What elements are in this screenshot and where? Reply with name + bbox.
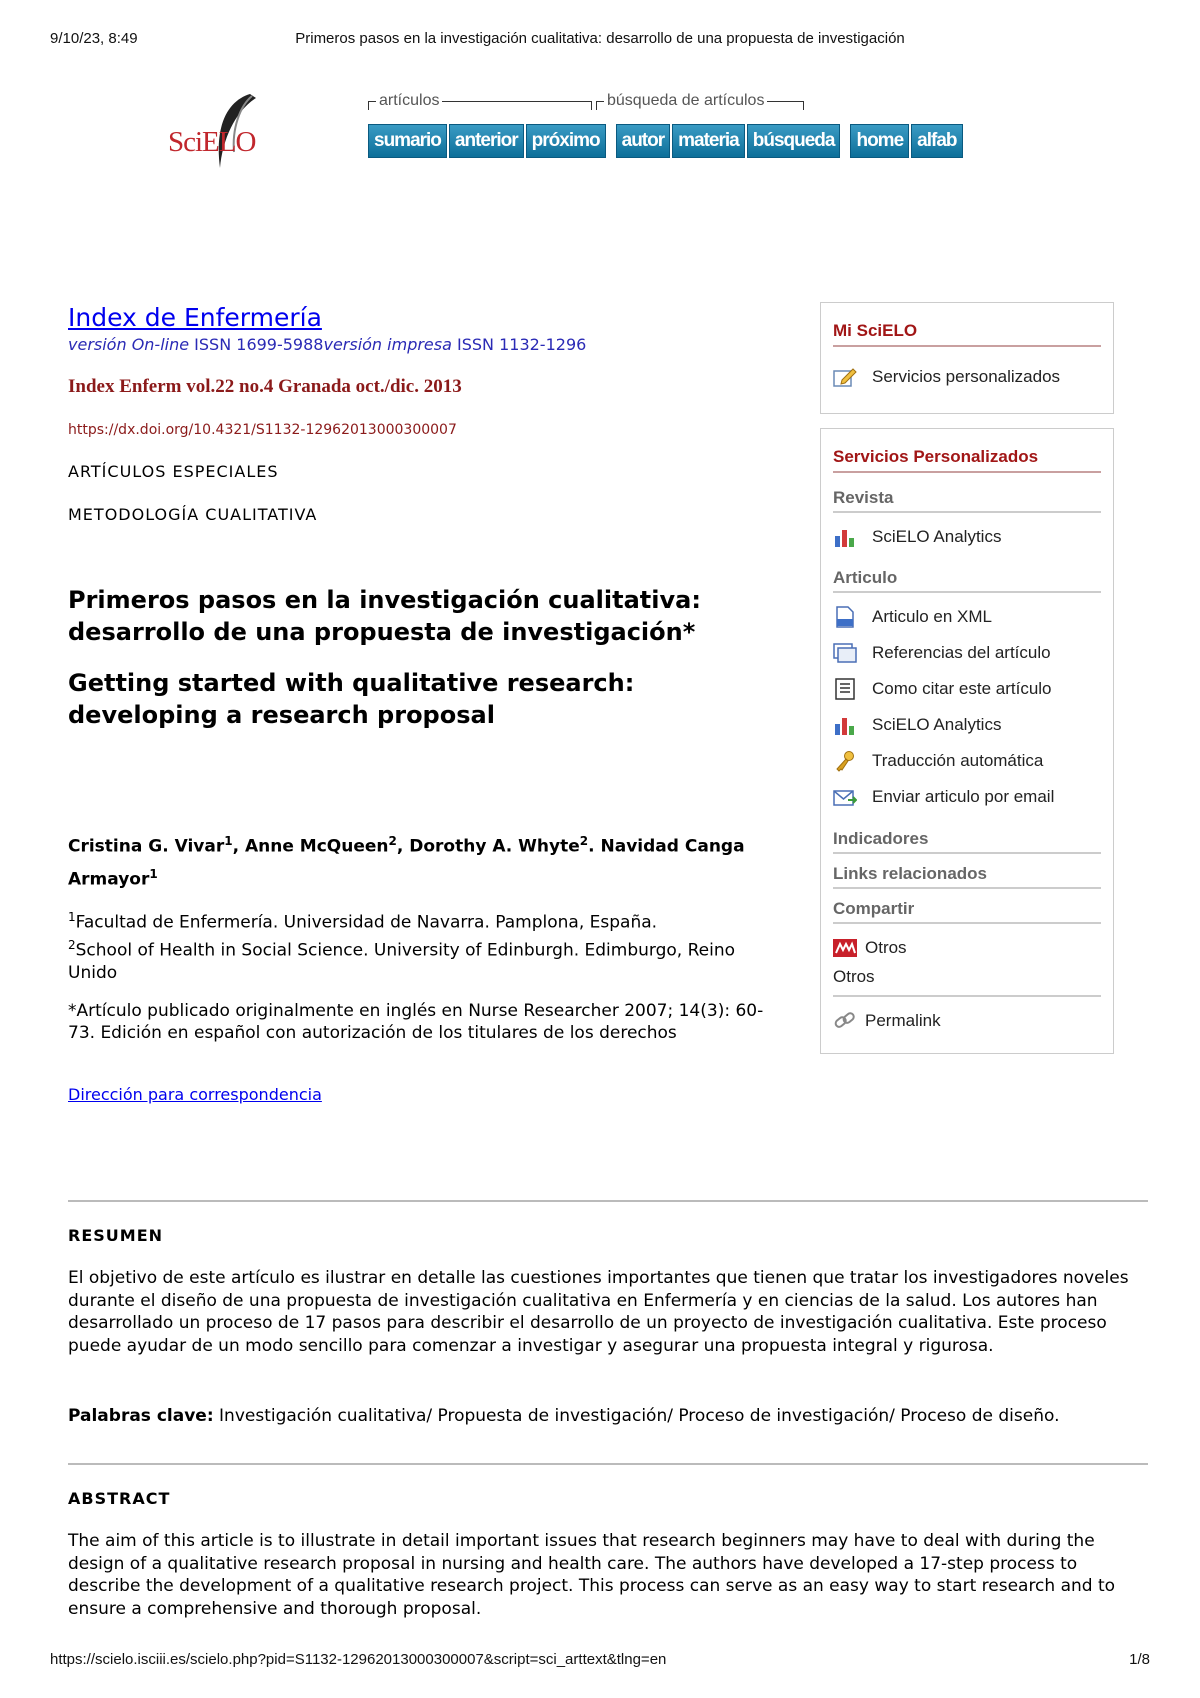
author-name: Cristina G. Vivar (68, 836, 225, 857)
nav-group-articles-label: artículos (376, 92, 442, 110)
enviar-email-link[interactable] (833, 785, 1101, 809)
nav-group-articles (368, 92, 592, 110)
print-page-number: 1/8 (1129, 1651, 1150, 1668)
bar-chart-icon (833, 526, 857, 548)
enviar-email-label: Enviar articulo por email (872, 787, 1055, 806)
compartir-label-text: Compartir (833, 899, 915, 918)
bar-chart-icon (833, 714, 857, 736)
title-en-line2: developing a research proposal (68, 701, 495, 729)
permalink-label: Permalink (865, 1011, 941, 1030)
abstract-heading: ABSTRACT (68, 1489, 171, 1508)
article-title-en (68, 667, 768, 731)
author-separator: , (396, 836, 410, 857)
scielo-logo-text: SciELO (168, 126, 256, 158)
revista-label (833, 488, 1101, 508)
affiliation-mark: 1 (68, 910, 76, 924)
referencias-label: Referencias del artículo (872, 643, 1051, 662)
articulo-analytics-label: SciELO Analytics (872, 715, 1002, 734)
references-icon (833, 642, 857, 664)
nav-busqueda-button[interactable]: búsqueda (747, 124, 841, 158)
email-icon (833, 786, 857, 808)
author-separator: , (232, 836, 245, 857)
traduccion-link[interactable] (833, 749, 1101, 773)
mi-scielo-panel (820, 302, 1114, 414)
author-separator: . (588, 836, 601, 857)
online-issn: ISSN 1699-5988 (194, 335, 324, 354)
servicios-personalizados-label: Servicios personalizados (872, 367, 1061, 386)
sidebar-divider (833, 995, 1101, 997)
title-en-line1: Getting started with qualitative research: (68, 669, 635, 697)
article-title-es (68, 584, 768, 648)
otros-text: Otros (833, 967, 875, 986)
como-citar-label: Como citar este artículo (872, 679, 1052, 698)
online-version-label: versión On-line (68, 335, 190, 354)
section-label: ARTÍCULOS ESPECIALES (68, 462, 279, 481)
articulo-analytics-link[interactable] (833, 713, 1101, 737)
journal-title-link[interactable]: Index de Enfermería (68, 303, 322, 332)
nav-group-search (596, 92, 804, 110)
servicios-heading (833, 447, 1101, 467)
traduccion-label: Traducción automática (872, 751, 1044, 770)
affiliation-mark: 2 (68, 938, 76, 952)
servicios-panel (820, 428, 1114, 1054)
abstract-text: The aim of this article is to illustrate in detail important issues that research beginners may have to deal with during the design of a qualitative research proposal in nursing and health care. The authors have developed a 17-step process to describe the development of a qualitative research project. This process can serve as an easy way to start research and to ensure a comprehensive and thorough proposal. (68, 1531, 1116, 1619)
revista-analytics-label: SciELO Analytics (872, 527, 1002, 546)
como-citar-link[interactable] (833, 677, 1101, 701)
links-relacionados-label[interactable] (833, 864, 1101, 884)
cite-document-icon (833, 678, 857, 700)
nav-group-search-label: búsqueda de artículos (604, 92, 767, 110)
servicios-personalizados-link[interactable] (833, 365, 1101, 389)
citation-line: Index Enferm vol.22 no.4 Granada oct./dic. 2013 (68, 376, 462, 397)
links-relacionados-label-text: Links relacionados (833, 864, 987, 883)
scielo-logo[interactable] (160, 92, 260, 172)
title-es-line2: desarrollo de una propuesta de investigación* (68, 618, 696, 646)
key-icon (833, 750, 857, 772)
nav-home-button[interactable]: home (850, 124, 909, 158)
articulo-label-text: Articulo (833, 568, 898, 587)
divider (68, 1200, 1148, 1202)
indicadores-label-text: Indicadores (833, 829, 929, 848)
print-version-label: versión impresa (323, 335, 452, 354)
indicadores-label[interactable] (833, 829, 1101, 849)
correspondence-link[interactable]: Dirección para correspondencia (68, 1085, 322, 1104)
print-datetime: 9/10/23, 8:49 (50, 30, 138, 47)
author-affiliation-mark: 2 (579, 834, 589, 848)
nav-proximo-button[interactable]: próximo (526, 124, 606, 158)
compartir-label (833, 899, 1101, 919)
print-page-title: Primeros pasos en la investigación cualitativa: desarrollo de una propuesta de investigación (295, 30, 905, 47)
title-es-line1: Primeros pasos en la investigación cualitativa: (68, 586, 701, 614)
xml-document-icon (833, 606, 857, 628)
permalink-link[interactable] (833, 1009, 1101, 1033)
author-list (68, 828, 768, 893)
print-url: https://scielo.isciii.es/scielo.php?pid=S1132-12962013000300007&script=sci_arttext&tlng=en (50, 1651, 667, 1668)
divider (68, 1463, 1148, 1465)
subsection-label: METODOLOGÍA CUALITATIVA (68, 505, 318, 524)
affiliation-text: School of Health in Social Science. University of Edinburgh. Edimburgo, Reino Unido (68, 940, 735, 983)
author-name: Navidad Canga Armayor (68, 836, 745, 890)
affiliation (68, 934, 768, 984)
referencias-link[interactable] (833, 641, 1101, 665)
nav-alfab-button[interactable]: alfab (911, 124, 962, 158)
doi-link[interactable]: https://dx.doi.org/10.4321/S1132-12962013000300007 (68, 422, 457, 438)
nav-autor-button[interactable]: autor (616, 124, 671, 158)
articulo-xml-link[interactable] (833, 605, 1101, 629)
revista-label-text: Revista (833, 488, 894, 507)
link-chain-icon (833, 1010, 857, 1032)
issn-line (68, 335, 748, 354)
resumen-heading: RESUMEN (68, 1226, 164, 1245)
author-affiliation-mark: 1 (149, 866, 158, 881)
share-addthis-icon (833, 937, 857, 959)
publication-note: *Artículo publicado originalmente en inglés en Nurse Researcher 2007; 14(3): 60-73. Edición en español con autorización de los titulares de los derechos (68, 1001, 764, 1043)
author-name: Dorothy A. Whyte (409, 836, 580, 857)
articulo-label (833, 568, 1101, 588)
author-affiliation-mark: 1 (224, 834, 233, 848)
affiliation (68, 906, 768, 934)
mi-scielo-heading (833, 321, 1101, 341)
revista-analytics-link[interactable] (833, 525, 1101, 549)
nav-toolbar (368, 124, 965, 158)
compartir-otros-link[interactable] (833, 936, 1101, 960)
articulo-xml-label: Articulo en XML (872, 607, 992, 626)
keywords-text: Investigación cualitativa/ Propuesta de investigación/ Proceso de investigación/ Proceso de diseño. (219, 1406, 1060, 1426)
resumen-keywords (68, 1405, 1148, 1428)
compartir-otros-label: Otros (865, 938, 907, 957)
nav-sumario-button[interactable]: sumario (368, 124, 447, 158)
nav-anterior-button[interactable]: anterior (449, 124, 524, 158)
affiliation-text: Facultad de Enfermería. Universidad de Navarra. Pamplona, España. (75, 912, 658, 933)
keywords-label: Palabras clave: (68, 1406, 214, 1426)
edit-services-icon (833, 366, 857, 388)
author-affiliation-mark: 2 (388, 834, 397, 848)
nav-materia-button[interactable]: materia (672, 124, 745, 158)
servicios-heading-text: Servicios Personalizados (833, 447, 1039, 466)
resumen-text: El objetivo de este artículo es ilustrar en detalle las cuestiones importantes que tienen que tratar los investigadores noveles durante el diseño de una propuesta de investigación cualitativa en Enfermería y en ciencias de la salud. Los autores han desarrollado un proceso de 17 pasos para describir el desarrollo de un proyecto de investigación cualitativa. Este proceso puede ayudar de un modo sencillo para comenzar a investigar y asegurar una propuesta integral y rigurosa. (68, 1268, 1129, 1356)
mi-scielo-heading-text: Mi SciELO (833, 321, 918, 340)
print-issn: ISSN 1132-1296 (457, 335, 587, 354)
author-name: Anne McQueen (244, 836, 389, 857)
